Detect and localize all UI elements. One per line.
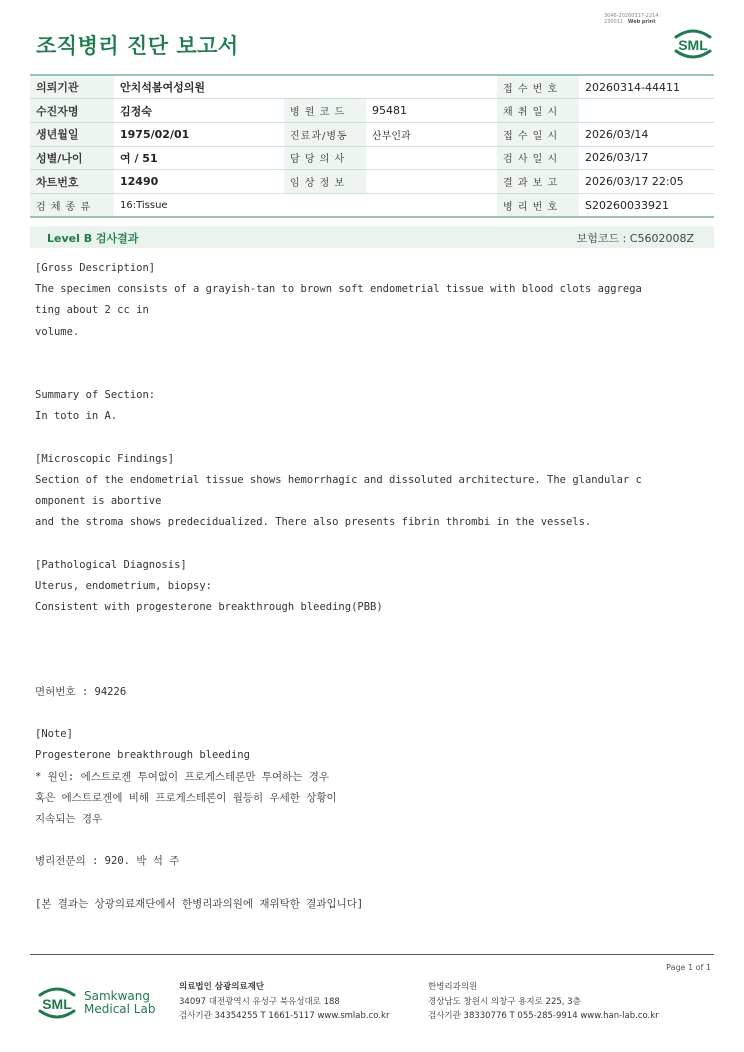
svg-text:SML: SML [42,996,72,1012]
hospital-code-label: 병 원 코 드 [284,99,366,123]
doctor-value [366,146,497,170]
report-line: 지속되는 경우 [35,812,103,825]
department-label: 진료과/병동 [284,122,366,146]
report-line: ting about 2 cc in [35,304,149,317]
brand-line2: Medical Lab [84,1002,156,1016]
info-row [30,146,714,170]
report-line: Section of the endometrial tissue shows hemorrhagic and dissoluted architecture. The glandular c [35,473,642,486]
footer-brand [84,990,155,1016]
sex-age-value: 여 / 51 [114,146,284,170]
report-line [35,830,715,851]
specimen-type-value: 16:Tissue [114,193,497,217]
print-meta [604,13,659,25]
receipt-date-label: 접 수 일 시 [497,122,579,146]
patient-info-table [30,74,714,218]
result-level: Level B 검사결과 [47,232,139,245]
report-line [35,533,715,554]
report-line: [Note] [35,728,73,741]
report-line [35,661,715,682]
sex-age-label: 성별/나이 [30,146,114,170]
report-line: volume. [35,325,80,338]
page-number: Page 1 of 1 [666,963,711,972]
chart-no-value: 12490 [114,170,284,194]
clinical-info-value [366,170,497,194]
page-title: 조직병리 진단 보고서 [36,34,239,58]
report-line: * 원인: 에스트로겐 투여없이 프로게스테론만 투여하는 경우 [35,770,330,783]
svg-text:SML: SML [678,37,708,53]
collection-date-label: 채 취 일 시 [497,99,579,123]
result-report-label: 결 과 보 고 [497,170,579,194]
report-line: 병리전문의 : 920. 박 석 주 [35,855,180,868]
result-level-bar [30,226,714,248]
pathology-no-value: S20260033921 [579,193,714,217]
report-line [35,872,715,893]
report-line: and the stroma shows predecidualized. There also presents fibrin thrombi in the vessels. [35,516,592,529]
receipt-no-label: 접 수 번 호 [497,75,579,99]
report-line: [Microscopic Findings] [35,452,175,465]
report-line: 혹은 에스트로겐에 비해 프로게스테론이 월등히 우세한 상황이 [35,791,337,804]
print-meta-line1: 3046-20260317-2214 [604,13,659,19]
pathology-no-label: 병 리 번 호 [497,193,579,217]
report-line: The specimen consists of a grayish-tan to brown soft endometrial tissue with blood clots aggrega [35,283,642,296]
exam-date-label: 검 사 일 시 [497,146,579,170]
report-line: Progesterone breakthrough bleeding [35,749,250,762]
exam-date-value: 2026/03/17 [579,146,714,170]
collection-date-value [579,99,714,123]
result-report-value: 2026/03/17 22:05 [579,170,714,194]
dob-value: 1975/02/01 [114,122,284,146]
report-body [35,258,715,915]
hospital-code-value: 95481 [366,99,497,123]
brand-line1: Samkwang [84,989,150,1003]
print-meta-code: 230011 [604,19,624,25]
info-row [30,75,714,99]
specimen-type-label: 검 체 종 류 [30,193,114,217]
info-row [30,122,714,146]
receipt-no-value: 20260314-44411 [579,75,714,99]
sml-logo-icon [672,26,714,66]
footer-org1 [179,980,389,1024]
org1-contact: 검사기관 34354255 T 1661-5117 www.smlab.co.kr [179,1011,390,1021]
department-value: 산부인과 [366,122,497,146]
patient-value: 김정숙 [114,99,284,123]
sml-footer-logo-icon [36,982,78,1028]
receipt-date-value: 2026/03/14 [579,122,714,146]
org2-name: 한병리과의원 [428,982,478,992]
org1-name: 의료법인 삼광의료재단 [179,982,265,992]
report-line: [Gross Description] [35,262,156,274]
report-line: 면허번호 : 94226 [35,685,127,698]
org2-contact: 검사기관 38330776 T 055-285-9914 www.han-lab.co.kr [428,1011,659,1021]
org1-address: 34097 대전광역시 유성구 북유성대로 188 [179,996,340,1007]
info-row [30,170,714,194]
report-line: [Pathological Diagnosis] [35,558,187,571]
org2-address: 경상남도 창원시 의창구 용지로 225, 3층 [428,996,581,1007]
requesting-org-label: 의뢰기관 [30,75,114,99]
report-line [35,703,715,724]
print-meta-label: Web print [627,19,656,25]
report-line [35,343,715,364]
patient-label: 수진자명 [30,99,114,123]
dob-label: 생년월일 [30,122,114,146]
doctor-label: 담 당 의 사 [284,146,366,170]
report-line [35,428,715,449]
report-line: Summary of Section: [35,389,156,402]
report-line [35,364,715,385]
report-line: Consistent with progesterone breakthrough bleeding(PBB) [35,601,383,613]
footer-org2 [428,980,659,1024]
chart-no-label: 차트번호 [30,170,114,194]
report-line: [본 결과는 상광의료재단에서 한병리과의원에 재위탁한 결과입니다] [35,897,364,910]
report-line: In toto in A. [35,410,118,423]
report-line [35,618,715,639]
info-row [30,99,714,123]
info-row [30,193,714,217]
insurance-code: 보험코드 : C5602008Z [576,232,694,245]
footer-divider [30,954,714,955]
report-line: Uterus, endometrium, biopsy: [35,579,213,592]
clinical-info-label: 임 상 정 보 [284,170,366,194]
requesting-org-value: 안치석봄여성의원 [114,75,497,99]
report-line [35,639,715,660]
report-line: omponent is abortive [35,495,162,508]
